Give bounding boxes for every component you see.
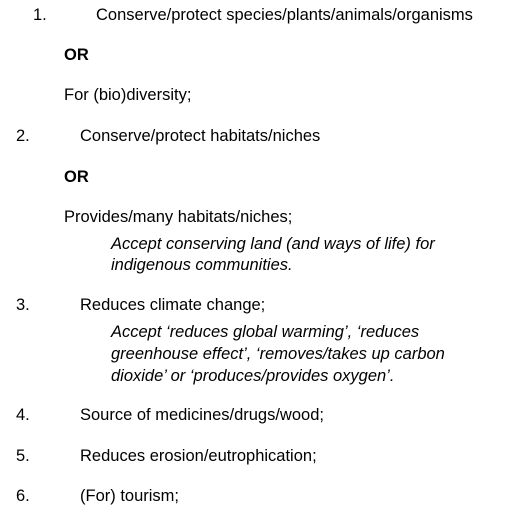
item-2-alt-text: Provides/many habitats/niches; xyxy=(64,208,293,226)
item-6-text: (For) tourism; xyxy=(80,487,179,505)
item-1-alt-text: For (bio)diversity; xyxy=(64,86,192,104)
item-1-or-label: OR xyxy=(64,46,89,64)
item-3-note-line-2: greenhouse effect’, ‘removes/takes up carbon xyxy=(111,345,445,363)
item-2-text: Conserve/protect habitats/niches xyxy=(80,127,321,145)
item-5-text: Reduces erosion/eutrophication; xyxy=(80,447,317,465)
item-3-text: Reduces climate change; xyxy=(80,296,266,314)
item-5-number: 5. xyxy=(16,447,30,465)
item-2-note-line-2: indigenous communities. xyxy=(111,256,293,274)
item-2-note-line-1: Accept conserving land (and ways of life) for xyxy=(111,235,435,253)
item-6-number: 6. xyxy=(16,487,30,505)
item-4-number: 4. xyxy=(16,406,30,424)
item-1-number: 1. xyxy=(33,6,47,24)
item-3-number: 3. xyxy=(16,296,30,314)
item-1-text: Conserve/protect species/plants/animals/organisms xyxy=(96,6,473,24)
item-3-note-line-1: Accept ‘reduces global warming’, ‘reduces xyxy=(111,323,420,341)
item-4-text: Source of medicines/drugs/wood; xyxy=(80,406,324,424)
item-3-note-line-3: dioxide’ or ‘produces/provides oxygen’. xyxy=(111,367,395,385)
item-2-number: 2. xyxy=(16,127,30,145)
item-2-or-label: OR xyxy=(64,168,89,186)
